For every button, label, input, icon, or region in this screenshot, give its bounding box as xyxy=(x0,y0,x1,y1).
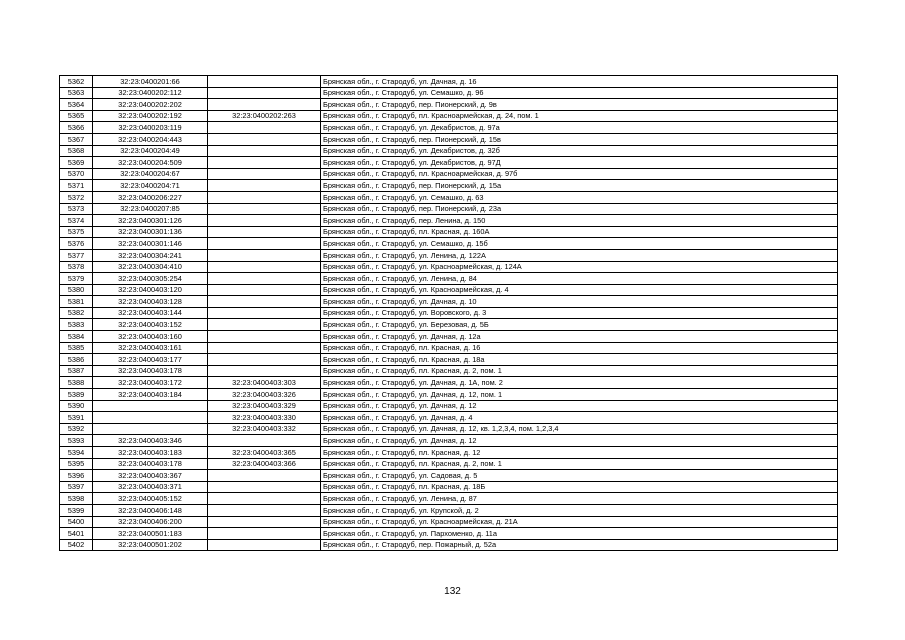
address-cell: Брянская обл., г. Стародуб, ул. Красноармейская, д. 4 xyxy=(321,284,838,296)
table-row xyxy=(60,122,838,134)
registry-table-body xyxy=(60,76,838,551)
cadastral-number-cell: 32:23:0400403:371 xyxy=(93,481,208,493)
address-cell: Брянская обл., г. Стародуб, пл. Красная, д. 16 xyxy=(321,342,838,354)
row-number-cell: 5397 xyxy=(60,481,93,493)
address-cell: Брянская обл., г. Стародуб, ул. Дачная, д. 12 xyxy=(321,400,838,412)
address-cell: Брянская обл., г. Стародуб, пл. Красноармейская, д. 24, пом. 1 xyxy=(321,110,838,122)
table-row xyxy=(60,238,838,250)
secondary-cadastral-number-cell xyxy=(208,99,321,111)
table-row xyxy=(60,447,838,459)
table-row xyxy=(60,215,838,227)
cadastral-number-cell: 32:23:0400403:144 xyxy=(93,307,208,319)
table-row xyxy=(60,284,838,296)
address-cell: Брянская обл., г. Стародуб, ул. Декабристов, д. 97Д xyxy=(321,157,838,169)
address-cell: Брянская обл., г. Стародуб, ул. Дачная, д. 12, кв. 1,2,3,4, пом. 1,2,3,4 xyxy=(321,423,838,435)
table-row xyxy=(60,400,838,412)
secondary-cadastral-number-cell xyxy=(208,539,321,551)
cadastral-number-cell xyxy=(93,423,208,435)
table-row xyxy=(60,307,838,319)
address-cell: Брянская обл., г. Стародуб, пер. Пожарный, д. 52а xyxy=(321,539,838,551)
row-number-cell: 5392 xyxy=(60,423,93,435)
row-number-cell: 5370 xyxy=(60,168,93,180)
table-row xyxy=(60,354,838,366)
secondary-cadastral-number-cell xyxy=(208,133,321,145)
row-number-cell: 5378 xyxy=(60,261,93,273)
address-cell: Брянская обл., г. Стародуб, пл. Красная, д. 18а xyxy=(321,354,838,366)
secondary-cadastral-number-cell: 32:23:0400403:303 xyxy=(208,377,321,389)
secondary-cadastral-number-cell xyxy=(208,249,321,261)
table-row xyxy=(60,87,838,99)
address-cell: Брянская обл., г. Стародуб, ул. Дачная, д. 12а xyxy=(321,331,838,343)
address-cell: Брянская обл., г. Стародуб, пер. Пионерский, д. 15в xyxy=(321,133,838,145)
table-row xyxy=(60,365,838,377)
cadastral-number-cell: 32:23:0400202:112 xyxy=(93,87,208,99)
row-number-cell: 5399 xyxy=(60,504,93,516)
table-row xyxy=(60,458,838,470)
secondary-cadastral-number-cell xyxy=(208,342,321,354)
table-row xyxy=(60,423,838,435)
cadastral-number-cell: 32:23:0400207:85 xyxy=(93,203,208,215)
row-number-cell: 5386 xyxy=(60,354,93,366)
address-cell: Брянская обл., г. Стародуб, ул. Семашко, д. 15б xyxy=(321,238,838,250)
table-row xyxy=(60,389,838,401)
table-row xyxy=(60,296,838,308)
cadastral-number-cell: 32:23:0400301:126 xyxy=(93,215,208,227)
cadastral-number-cell: 32:23:0400204:443 xyxy=(93,133,208,145)
secondary-cadastral-number-cell xyxy=(208,87,321,99)
address-cell: Брянская обл., г. Стародуб, пер. Ленина, д. 150 xyxy=(321,215,838,227)
secondary-cadastral-number-cell xyxy=(208,284,321,296)
table-row xyxy=(60,180,838,192)
secondary-cadastral-number-cell xyxy=(208,238,321,250)
cadastral-number-cell: 32:23:0400403:183 xyxy=(93,447,208,459)
table-row xyxy=(60,481,838,493)
row-number-cell: 5390 xyxy=(60,400,93,412)
cadastral-number-cell: 32:23:0400204:49 xyxy=(93,145,208,157)
address-cell: Брянская обл., г. Стародуб, пер. Пионерский, д. 15а xyxy=(321,180,838,192)
address-cell: Брянская обл., г. Стародуб, пер. Пионерский, д. 9в xyxy=(321,99,838,111)
secondary-cadastral-number-cell: 32:23:0400403:329 xyxy=(208,400,321,412)
cadastral-number-cell: 32:23:0400203:119 xyxy=(93,122,208,134)
cadastral-number-cell: 32:23:0400301:136 xyxy=(93,226,208,238)
cadastral-number-cell: 32:23:0400206:227 xyxy=(93,191,208,203)
secondary-cadastral-number-cell xyxy=(208,470,321,482)
secondary-cadastral-number-cell xyxy=(208,354,321,366)
secondary-cadastral-number-cell xyxy=(208,191,321,203)
address-cell: Брянская обл., г. Стародуб, ул. Семашко, д. 63 xyxy=(321,191,838,203)
cadastral-number-cell: 32:23:0400201:66 xyxy=(93,76,208,88)
table-row xyxy=(60,157,838,169)
table-row xyxy=(60,203,838,215)
row-number-cell: 5366 xyxy=(60,122,93,134)
row-number-cell: 5362 xyxy=(60,76,93,88)
row-number-cell: 5367 xyxy=(60,133,93,145)
row-number-cell: 5364 xyxy=(60,99,93,111)
cadastral-number-cell: 32:23:0400204:71 xyxy=(93,180,208,192)
address-cell: Брянская обл., г. Стародуб, пл. Красная, д. 2, пом. 1 xyxy=(321,365,838,377)
row-number-cell: 5383 xyxy=(60,319,93,331)
cadastral-number-cell: 32:23:0400403:178 xyxy=(93,365,208,377)
row-number-cell: 5363 xyxy=(60,87,93,99)
table-row xyxy=(60,528,838,540)
row-number-cell: 5382 xyxy=(60,307,93,319)
cadastral-number-cell xyxy=(93,400,208,412)
address-cell: Брянская обл., г. Стародуб, пл. Красноармейская, д. 97б xyxy=(321,168,838,180)
secondary-cadastral-number-cell xyxy=(208,122,321,134)
address-cell: Брянская обл., г. Стародуб, ул. Ленина, д. 84 xyxy=(321,273,838,285)
row-number-cell: 5393 xyxy=(60,435,93,447)
row-number-cell: 5398 xyxy=(60,493,93,505)
page-number: 132 xyxy=(444,586,461,597)
table-row xyxy=(60,168,838,180)
secondary-cadastral-number-cell xyxy=(208,261,321,273)
row-number-cell: 5374 xyxy=(60,215,93,227)
address-cell: Брянская обл., г. Стародуб, ул. Семашко, д. 96 xyxy=(321,87,838,99)
row-number-cell: 5400 xyxy=(60,516,93,528)
table-row xyxy=(60,191,838,203)
secondary-cadastral-number-cell xyxy=(208,203,321,215)
address-cell: Брянская обл., г. Стародуб, пл. Красная, д. 160А xyxy=(321,226,838,238)
row-number-cell: 5365 xyxy=(60,110,93,122)
address-cell: Брянская обл., г. Стародуб, ул. Декабристов, д. 97а xyxy=(321,122,838,134)
cadastral-number-cell: 32:23:0400403:120 xyxy=(93,284,208,296)
row-number-cell: 5389 xyxy=(60,389,93,401)
secondary-cadastral-number-cell xyxy=(208,168,321,180)
table-row xyxy=(60,516,838,528)
row-number-cell: 5381 xyxy=(60,296,93,308)
address-cell: Брянская обл., г. Стародуб, ул. Садовая, д. 5 xyxy=(321,470,838,482)
address-cell: Брянская обл., г. Стародуб, ул. Декабристов, д. 32б xyxy=(321,145,838,157)
table-row xyxy=(60,273,838,285)
cadastral-number-cell: 32:23:0400405:152 xyxy=(93,493,208,505)
cadastral-number-cell: 32:23:0400403:184 xyxy=(93,389,208,401)
table-row xyxy=(60,226,838,238)
cadastral-number-cell: 32:23:0400301:146 xyxy=(93,238,208,250)
secondary-cadastral-number-cell xyxy=(208,331,321,343)
address-cell: Брянская обл., г. Стародуб, пер. Пионерский, д. 23а xyxy=(321,203,838,215)
secondary-cadastral-number-cell: 32:23:0400403:366 xyxy=(208,458,321,470)
address-cell: Брянская обл., г. Стародуб, ул. Дачная, д. 1А, пом. 2 xyxy=(321,377,838,389)
address-cell: Брянская обл., г. Стародуб, ул. Крупской, д. 2 xyxy=(321,504,838,516)
table-row xyxy=(60,470,838,482)
secondary-cadastral-number-cell xyxy=(208,76,321,88)
address-cell: Брянская обл., г. Стародуб, ул. Красноармейская, д. 124А xyxy=(321,261,838,273)
table-row xyxy=(60,412,838,424)
address-cell: Брянская обл., г. Стародуб, ул. Дачная, д. 10 xyxy=(321,296,838,308)
cadastral-number-cell: 32:23:0400403:128 xyxy=(93,296,208,308)
secondary-cadastral-number-cell xyxy=(208,435,321,447)
table-row xyxy=(60,110,838,122)
row-number-cell: 5394 xyxy=(60,447,93,459)
cadastral-number-cell: 32:23:0400403:177 xyxy=(93,354,208,366)
row-number-cell: 5401 xyxy=(60,528,93,540)
address-cell: Брянская обл., г. Стародуб, пл. Красная, д. 12 xyxy=(321,447,838,459)
table-row xyxy=(60,145,838,157)
secondary-cadastral-number-cell xyxy=(208,516,321,528)
address-cell: Брянская обл., г. Стародуб, ул. Дачная, д. 12 xyxy=(321,435,838,447)
address-cell: Брянская обл., г. Стародуб, ул. Красноармейская, д. 21А xyxy=(321,516,838,528)
cadastral-number-cell: 32:23:0400406:148 xyxy=(93,504,208,516)
cadastral-number-cell: 32:23:0400202:192 xyxy=(93,110,208,122)
cadastral-number-cell: 32:23:0400403:178 xyxy=(93,458,208,470)
cadastral-number-cell: 32:23:0400202:202 xyxy=(93,99,208,111)
row-number-cell: 5402 xyxy=(60,539,93,551)
cadastral-number-cell: 32:23:0400403:161 xyxy=(93,342,208,354)
table-row xyxy=(60,331,838,343)
table-row xyxy=(60,377,838,389)
address-cell: Брянская обл., г. Стародуб, ул. Дачная, д. 16 xyxy=(321,76,838,88)
table-row xyxy=(60,319,838,331)
row-number-cell: 5376 xyxy=(60,238,93,250)
row-number-cell: 5385 xyxy=(60,342,93,354)
secondary-cadastral-number-cell xyxy=(208,273,321,285)
row-number-cell: 5388 xyxy=(60,377,93,389)
cadastral-number-cell: 32:23:0400403:172 xyxy=(93,377,208,389)
secondary-cadastral-number-cell: 32:23:0400403:365 xyxy=(208,447,321,459)
secondary-cadastral-number-cell xyxy=(208,493,321,505)
cadastral-number-cell: 32:23:0400403:152 xyxy=(93,319,208,331)
row-number-cell: 5379 xyxy=(60,273,93,285)
cadastral-number-cell: 32:23:0400304:241 xyxy=(93,249,208,261)
secondary-cadastral-number-cell xyxy=(208,365,321,377)
row-number-cell: 5377 xyxy=(60,249,93,261)
table-row xyxy=(60,539,838,551)
cadastral-number-cell: 32:23:0400204:509 xyxy=(93,157,208,169)
secondary-cadastral-number-cell xyxy=(208,157,321,169)
cadastral-number-cell: 32:23:0400403:367 xyxy=(93,470,208,482)
secondary-cadastral-number-cell: 32:23:0400403:330 xyxy=(208,412,321,424)
table-row xyxy=(60,76,838,88)
table-row xyxy=(60,504,838,516)
registry-table xyxy=(59,75,838,551)
row-number-cell: 5391 xyxy=(60,412,93,424)
secondary-cadastral-number-cell xyxy=(208,215,321,227)
cadastral-number-cell: 32:23:0400304:410 xyxy=(93,261,208,273)
address-cell: Брянская обл., г. Стародуб, ул. Воровского, д. 3 xyxy=(321,307,838,319)
cadastral-number-cell xyxy=(93,412,208,424)
address-cell: Брянская обл., г. Стародуб, ул. Ленина, д. 122А xyxy=(321,249,838,261)
secondary-cadastral-number-cell xyxy=(208,226,321,238)
row-number-cell: 5371 xyxy=(60,180,93,192)
address-cell: Брянская обл., г. Стародуб, ул. Ленина, д. 87 xyxy=(321,493,838,505)
table-row xyxy=(60,133,838,145)
cadastral-number-cell: 32:23:0400204:67 xyxy=(93,168,208,180)
secondary-cadastral-number-cell xyxy=(208,504,321,516)
row-number-cell: 5395 xyxy=(60,458,93,470)
cadastral-number-cell: 32:23:0400403:346 xyxy=(93,435,208,447)
address-cell: Брянская обл., г. Стародуб, пл. Красная, д. 2, пом. 1 xyxy=(321,458,838,470)
secondary-cadastral-number-cell xyxy=(208,528,321,540)
cadastral-number-cell: 32:23:0400501:183 xyxy=(93,528,208,540)
table-row xyxy=(60,342,838,354)
secondary-cadastral-number-cell xyxy=(208,180,321,192)
secondary-cadastral-number-cell: 32:23:0400202:263 xyxy=(208,110,321,122)
secondary-cadastral-number-cell xyxy=(208,481,321,493)
secondary-cadastral-number-cell: 32:23:0400403:326 xyxy=(208,389,321,401)
secondary-cadastral-number-cell xyxy=(208,145,321,157)
cadastral-number-cell: 32:23:0400501:202 xyxy=(93,539,208,551)
row-number-cell: 5396 xyxy=(60,470,93,482)
address-cell: Брянская обл., г. Стародуб, ул. Пархоменко, д. 11а xyxy=(321,528,838,540)
table-row xyxy=(60,493,838,505)
cadastral-number-cell: 32:23:0400305:254 xyxy=(93,273,208,285)
row-number-cell: 5375 xyxy=(60,226,93,238)
row-number-cell: 5372 xyxy=(60,191,93,203)
table-row xyxy=(60,435,838,447)
cadastral-number-cell: 32:23:0400406:200 xyxy=(93,516,208,528)
address-cell: Брянская обл., г. Стародуб, ул. Дачная, д. 12, пом. 1 xyxy=(321,389,838,401)
secondary-cadastral-number-cell: 32:23:0400403:332 xyxy=(208,423,321,435)
secondary-cadastral-number-cell xyxy=(208,307,321,319)
address-cell: Брянская обл., г. Стародуб, ул. Березовая, д. 5Б xyxy=(321,319,838,331)
row-number-cell: 5369 xyxy=(60,157,93,169)
row-number-cell: 5380 xyxy=(60,284,93,296)
table-row xyxy=(60,99,838,111)
row-number-cell: 5373 xyxy=(60,203,93,215)
table-row xyxy=(60,249,838,261)
row-number-cell: 5384 xyxy=(60,331,93,343)
row-number-cell: 5387 xyxy=(60,365,93,377)
secondary-cadastral-number-cell xyxy=(208,319,321,331)
row-number-cell: 5368 xyxy=(60,145,93,157)
cadastral-number-cell: 32:23:0400403:160 xyxy=(93,331,208,343)
address-cell: Брянская обл., г. Стародуб, ул. Дачная, д. 4 xyxy=(321,412,838,424)
table-row xyxy=(60,261,838,273)
secondary-cadastral-number-cell xyxy=(208,296,321,308)
address-cell: Брянская обл., г. Стародуб, пл. Красная, д. 18Б xyxy=(321,481,838,493)
